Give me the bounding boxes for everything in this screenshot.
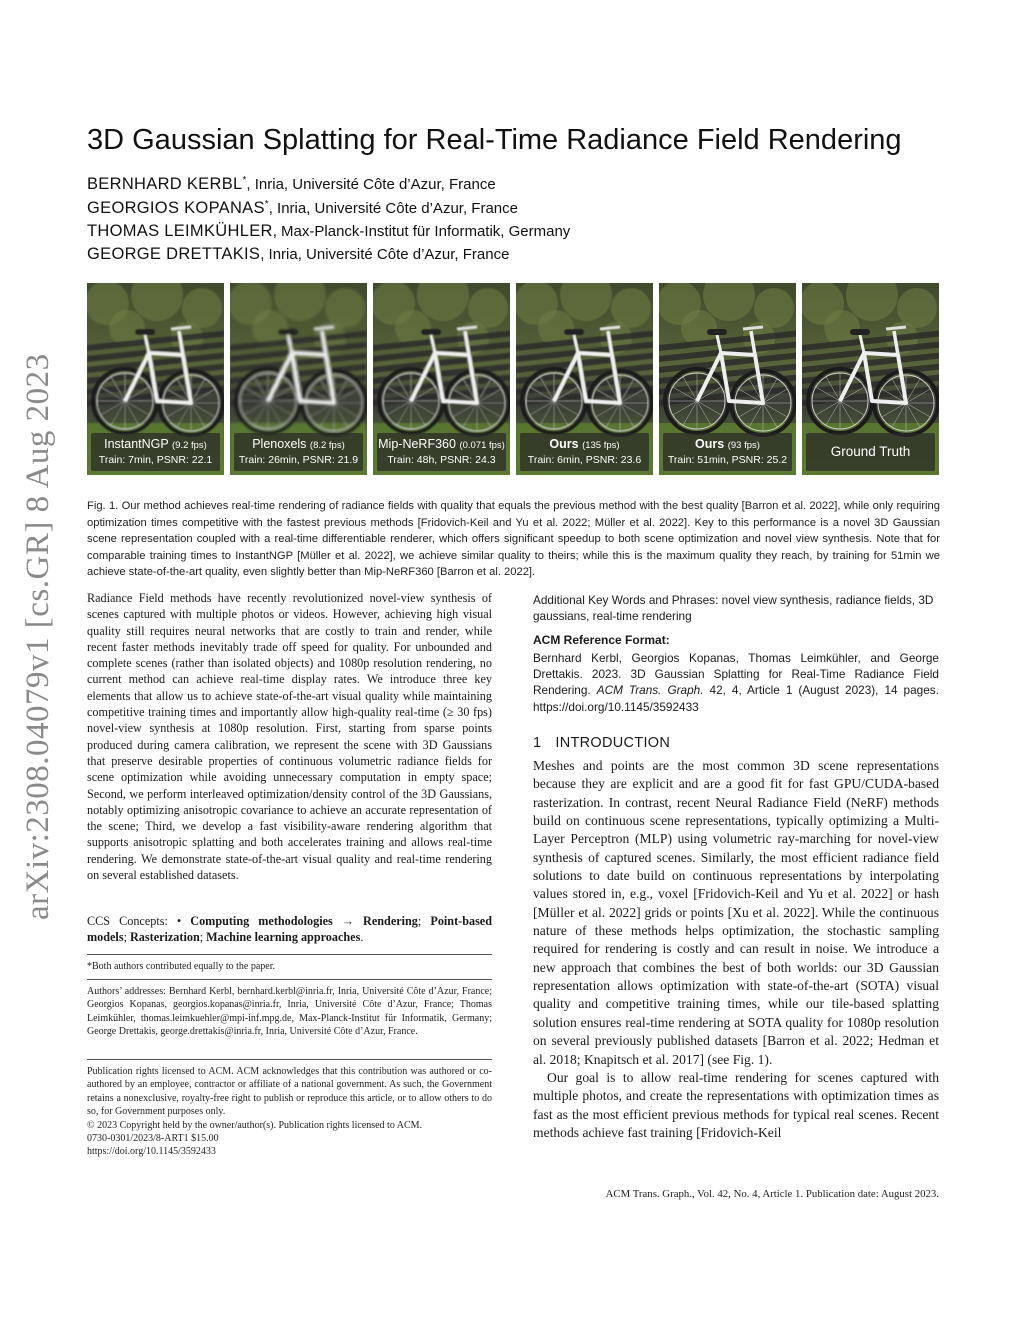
method-name: Plenoxels (252, 437, 307, 451)
section-title: INTRODUCTION (555, 735, 671, 751)
author-name: GEORGE DRETTAKIS (87, 245, 261, 263)
figure-panel-mipnerf360 (373, 283, 510, 475)
method-fps: (8.2 fps) (309, 440, 345, 451)
train-stats: Train: 48h, PSNR: 24.3 (387, 454, 496, 466)
panel-caption (520, 433, 649, 471)
panel-caption (663, 433, 792, 471)
ccs-separator: ; (417, 914, 431, 928)
train-stats: Train: 7min, PSNR: 22.1 (98, 454, 213, 466)
equal-contribution-mark: * (242, 175, 247, 186)
panel-caption (234, 433, 363, 471)
method-fps: (9.2 fps) (172, 440, 207, 451)
introduction-body (533, 757, 939, 1142)
reference-text: Bernhard Kerbl, Georgios Kopanas, Thomas Leimkühler, and George Drettakis. 2023. 3D Gaussian Splatting for Real-Time Radiance Field Rendering. (533, 651, 939, 698)
author-name: THOMAS LEIMKÜHLER (87, 222, 273, 240)
abstract: Radiance Field methods have recently revolutionized novel-view synthesis of scenes captured with multiple photos or videos. However, achieving high visual quality still requires neural networks that are costly to train and render, while recent faster methods inevitably trade off speed for quality. For unbounded and complete scenes (rather than isolated objects) and 1080p resolution rendering, no current method can achieve real-time display rates. We introduce three key elements that allow us to achieve state-of-the-art visual quality while maintaining competitive training times and importantly allow high-quality real-time (≥ 30 fps) novel-view synthesis at 1080p resolution. First, starting from sparse points produced during camera calibration, we represent the scene with 3D Gaussians that preserve desirable properties of continuous volumetric radiance fields for scene optimization while avoiding unnecessary computation in empty space; Second, we perform interleaved optimization/density control of the 3D Gaussians, notably optimizing anisotropic covariance to achieve an accurate representation of the scene; Third, we develop a fast visibility-aware rendering algorithm that supports anisotropic splatting and both accelerates training and allows real-time rendering. We demonstrate state-of-the-art visual quality and real-time rendering on several established datasets. (87, 591, 492, 883)
method-fps: (93 fps) (727, 440, 760, 451)
author-affiliation: , Inria, Université Côte d’Azur, France (268, 200, 518, 217)
acm-reference-heading: ACM Reference Format: (533, 633, 670, 647)
author-line-3 (87, 222, 570, 241)
author-line-4 (87, 245, 509, 264)
figure-panel-ours-fast (516, 283, 653, 475)
author-line-1 (87, 175, 496, 194)
author-affiliation: , Max-Planck-Institut für Informatik, Germany (272, 223, 571, 240)
train-stats: Train: 26min, PSNR: 21.9 (238, 454, 359, 466)
panel-caption (91, 433, 220, 471)
author-affiliation: , Inria, Université Côte d’Azur, France (260, 246, 510, 263)
ccs-end: . (360, 930, 364, 945)
journal-name: ACM Trans. Graph. (596, 683, 704, 698)
author-line-2 (87, 199, 518, 218)
ccs-separator: ; (123, 930, 130, 945)
method-name: Ground Truth (830, 444, 911, 459)
figure-panel-plenoxels (230, 283, 367, 475)
train-stats: Train: 51min, PSNR: 25.2 (667, 454, 788, 466)
paper-title: 3D Gaussian Splatting for Real-Time Radiance Field Rendering (87, 124, 902, 156)
reference-text: 42, 4, Article 1 (August 2023), 14 pages. https://doi.org/10.1145/3592433 (533, 683, 939, 714)
footnote-divider (87, 1059, 492, 1060)
ccs-label: CCS Concepts: • (87, 914, 191, 928)
rights-text: Publication rights licensed to ACM. ACM acknowledges that this contribution was authored or co-authored by an employee, contractor or affiliate of a national government. As such, the Government retains a nonexclusive, royalty-free right to publish or reproduce this article, or to allow others to do so, for Government purposes only. (87, 1066, 492, 1118)
intro-paragraph: Our goal is to allow real-time rendering for scenes captured with multiple photos, and create the representations with optimization times as fast as the most efficient previous methods for typical real scenes. Recent methods achieve fast training [Fridovich-Keil (533, 1069, 939, 1140)
train-stats: Train: 6min, PSNR: 23.6 (527, 454, 642, 466)
equal-contribution-footnote: *Both authors contributed equally to the paper. (87, 961, 276, 972)
ccs-concept: Computing methodologies → Rendering (190, 914, 418, 928)
page-footer: ACM Trans. Graph., Vol. 42, No. 4, Article 1. Publication date: August 2023. (605, 1188, 939, 1200)
ccs-separator: ; (199, 930, 207, 945)
arxiv-stamp: arXiv:2308.04079v1 [cs.GR] 8 Aug 2023 (20, 353, 56, 920)
doi-link[interactable]: https://doi.org/10.1145/3592433 (87, 1146, 216, 1158)
figure-caption: Fig. 1. Our method achieves real-time rendering of radiance fields with quality that equals the previous method with the best quality [Barron et al. 2022], while only requiring optimization times competitive with the fastest previous methods [Fridovich-Keil and Yu et al. 2022; Müller et al. 2022]. Key to this performance is a novel 3D Gaussian scene representation coupled with a real-time differentiable renderer, which offers significant speedup to both scene optimization and novel view synthesis. Note that for comparable training times to InstantNGP [Müller et al. 2022], we achieve similar quality to theirs; while this is the maximum quality they reach, by training for 51min we achieve state-of-the-art quality, even slightly better than Mip-NeRF360 [Barron et al. 2022]. (87, 500, 940, 579)
ccs-concept: Machine learning approaches (206, 930, 361, 945)
method-name: Ours (549, 437, 579, 451)
author-name: BERNHARD KERBL (87, 175, 243, 193)
figure-panel-instantngp (87, 283, 224, 475)
section-heading (533, 735, 670, 751)
method-name: InstantNGP (104, 437, 169, 451)
keywords: Additional Key Words and Phrases: novel view synthesis, radiance fields, 3D gaussians, real-time rendering (533, 593, 934, 624)
panel-caption (377, 433, 506, 471)
acm-reference (533, 650, 939, 715)
figure-panel-ours-quality (659, 283, 796, 475)
method-fps: (135 fps) (582, 440, 620, 451)
method-fps: (0.071 fps) (459, 440, 505, 451)
teaser-figure (87, 283, 940, 475)
ccs-concept: Rasterization (130, 930, 200, 945)
panel-caption (806, 433, 935, 471)
footnote-divider (87, 954, 492, 955)
publication-rights (87, 1065, 492, 1159)
figure-panel-ground-truth (802, 283, 939, 475)
section-number: 1 (533, 735, 542, 751)
author-name: GEORGIOS KOPANAS (87, 199, 265, 217)
method-name: Ours (695, 437, 725, 451)
equal-contribution-mark: * (264, 199, 269, 210)
copyright-line: © 2023 Copyright held by the owner/author(s). Publication rights licensed to ACM. (87, 1119, 423, 1131)
intro-paragraph: Meshes and points are the most common 3D scene representations because they are explicit and are a good fit for fast GPU/CUDA-based rasterization. In contrast, recent Neural Radiance Field (NeRF) methods build on continuous scene representations, typically optimizing a Multi-Layer Perceptron (MLP) using volumetric ray-marching for novel-view synthesis of captured scenes. Similarly, the most efficient radiance field solutions to date build on continuous representations by interpolating values stored in, e.g., voxel [Fridovich-Keil and Yu et al. 2022] or hash [Müller et al. 2022] grids or points [Xu et al. 2022]. While the continuous nature of these methods helps optimization, the stochastic sampling required for rendering is costly and can result in noise. We introduce a new approach that combines the best of both worlds: our 3D Gaussian representation allows optimization with state-of-the-art (SOTA) visual quality and competitive training times, while our tile-based splatting solution ensures real-time rendering at SOTA quality for 1080p resolution on several previously published datasets [Barron et al. 2022; Hedman et al. 2018; Knapitsch et al. 2017] (see Fig. 1). (533, 758, 939, 1067)
authors-addresses: Authors’ addresses: Bernhard Kerbl, bernhard.kerbl@inria.fr, Inria, Université Côte d’Azur, France; Georgios Kopanas, georgios.kopanas@inria.fr, Inria, Université Côte d’Azur, France; Thomas Leimkühler, thomas.leimkuehler@mpi-inf.mpg.de, Max-Planck-Institut für Informatik, Germany; George Drettakis, george.drettakis@inria.fr, Inria, Université Côte d’Azur, France. (87, 986, 492, 1038)
issn-line: 0730-0301/2023/8-ART1 $15.00 (87, 1133, 219, 1145)
footnote-divider (87, 979, 492, 980)
author-affiliation: , Inria, Université Côte d’Azur, France (246, 176, 496, 193)
ccs-concepts (87, 913, 492, 946)
method-name: Mip-NeRF360 (378, 437, 456, 451)
ccs-concept: Point-based models (87, 914, 492, 945)
